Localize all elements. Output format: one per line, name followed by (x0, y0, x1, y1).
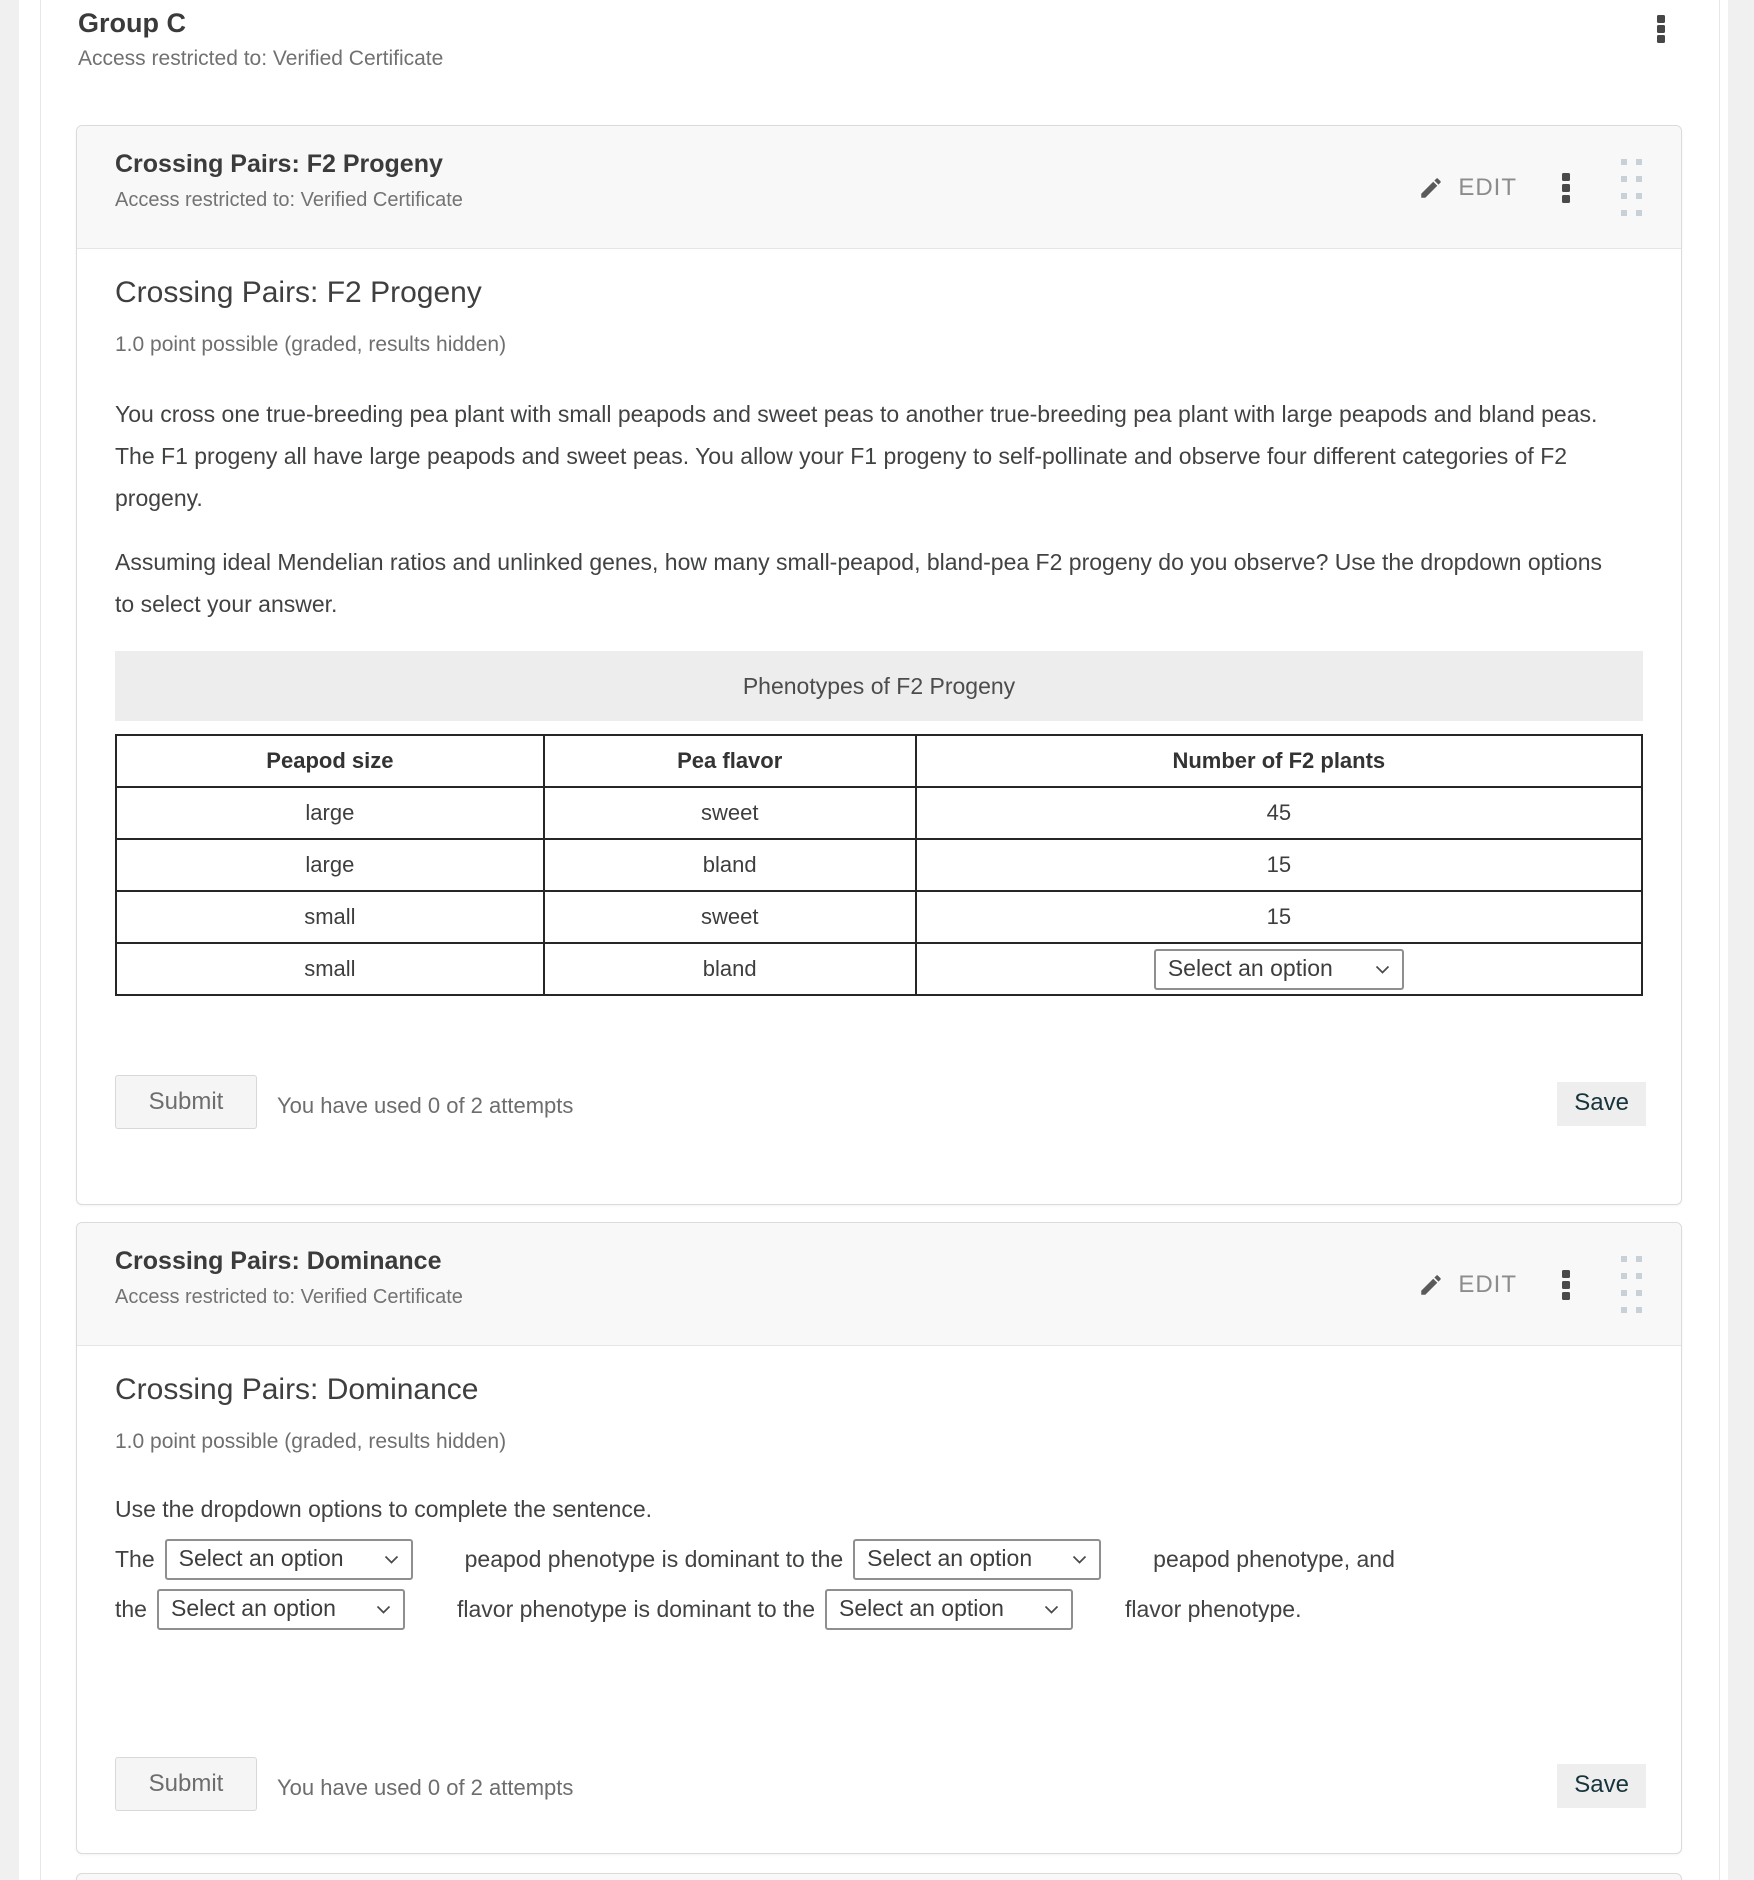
sentence-text: peapod phenotype, and (1153, 1545, 1395, 1572)
cell-pea-flavor: bland (544, 943, 916, 995)
problem-title: Crossing Pairs: Dominance (115, 1373, 479, 1406)
problem-instruction: Use the dropdown options to complete the sentence. (115, 1496, 653, 1522)
pencil-icon (1418, 1272, 1444, 1298)
dropdown-value: Select an option (1167, 954, 1333, 981)
sentence-line (115, 1535, 1643, 1583)
problem-actions (115, 1757, 1646, 1813)
chevron-down-icon (1044, 1605, 1059, 1615)
attempts-counter: You have used 0 of 2 attempts (277, 1093, 574, 1118)
kebab-menu-icon (1656, 14, 1666, 44)
drag-handle[interactable] (1619, 1254, 1645, 1316)
sentence-text: flavor phenotype is dominant to the (456, 1595, 815, 1622)
xblock-title: Crossing Pairs: F2 Progeny (115, 150, 443, 178)
xblock-title: Crossing Pairs: Dominance (115, 1247, 442, 1275)
group-heading: Group C (78, 8, 186, 38)
chevron-down-icon (376, 1605, 391, 1615)
sentence-text: the (115, 1595, 147, 1622)
dropdown-value: Select an option (170, 1594, 336, 1621)
problem-paragraph: You cross one true-breeding pea plant with small peapods and sweet peas to another true-breeding pea plant with large peapods and bland peas. The F1 progeny all have large peapods and sweet peas. You allow your F1 progeny to self-pollinate and observe four different categories of F2 progeny. (115, 401, 1598, 511)
table-header-row (116, 735, 1642, 787)
sentence-text: The (115, 1545, 155, 1572)
xblock-header (77, 1223, 1681, 1346)
kebab-menu-icon (1561, 1269, 1571, 1301)
xblock-card-f2-progeny (76, 125, 1682, 1205)
xblock-actions (1418, 126, 1645, 249)
table-row (116, 891, 1642, 943)
xblock-card-next-partial (76, 1873, 1682, 1880)
xblock-access-note: Access restricted to: Verified Certificate (115, 1286, 463, 1308)
cell-peapod-size: large (116, 839, 544, 891)
cell-count: 45 (916, 787, 1642, 839)
recessive-peapod-dropdown[interactable] (853, 1539, 1101, 1580)
drag-handle-icon (1619, 157, 1645, 219)
table-caption: Phenotypes of F2 Progeny (115, 651, 1643, 721)
sentence-text: peapod phenotype is dominant to the (464, 1545, 844, 1572)
attempts-counter: You have used 0 of 2 attempts (277, 1775, 574, 1800)
edit-label: EDIT (1458, 1270, 1517, 1298)
dropdown-value: Select an option (839, 1594, 1004, 1621)
chevron-down-icon (1375, 965, 1390, 975)
column-header-pea-flavor: Pea flavor (544, 735, 916, 787)
phenotype-table (115, 734, 1643, 996)
problem-actions (115, 1075, 1646, 1131)
cell-pea-flavor: sweet (544, 891, 916, 943)
submit-button[interactable]: Submit (115, 1757, 257, 1811)
edit-button[interactable] (1418, 174, 1517, 202)
xblock-header (77, 126, 1681, 249)
cell-answer (916, 943, 1642, 995)
xblock-actions (1418, 1223, 1645, 1346)
group-access-note: Access restricted to: Verified Certificate (78, 47, 444, 70)
cell-peapod-size: small (116, 943, 544, 995)
problem-body (77, 249, 1681, 996)
xblock-card-dominance (76, 1222, 1682, 1854)
page-gutter-right (1728, 0, 1754, 1880)
problem-question: Assuming ideal Mendelian ratios and unlinked genes, how many small-peapod, bland-pea F2 progeny do you observe? Use the dropdown options to select your answer. (115, 549, 1602, 617)
cell-peapod-size: large (116, 787, 544, 839)
drag-handle[interactable] (1619, 157, 1645, 219)
xblock-menu-button[interactable] (1561, 1269, 1571, 1301)
xblock-access-note: Access restricted to: Verified Certificate (115, 189, 463, 211)
sentence-text: flavor phenotype. (1125, 1595, 1302, 1622)
edit-button[interactable] (1418, 1271, 1517, 1299)
content-border-right (1719, 0, 1720, 1880)
column-header-peapod-size: Peapod size (116, 735, 544, 787)
save-button[interactable]: Save (1557, 1082, 1646, 1126)
save-button[interactable]: Save (1557, 1764, 1646, 1808)
group-menu-button[interactable] (1654, 12, 1668, 51)
dominant-flavor-dropdown[interactable] (157, 1589, 405, 1630)
pencil-icon (1418, 175, 1444, 201)
answer-dropdown[interactable] (1154, 949, 1404, 990)
edit-label: EDIT (1458, 173, 1517, 201)
cell-pea-flavor: sweet (544, 787, 916, 839)
sentence-line (115, 1585, 1643, 1633)
points-possible: 1.0 point possible (graded, results hidden) (115, 1430, 507, 1453)
column-header-number-f2: Number of F2 plants (916, 735, 1642, 787)
chevron-down-icon (384, 1555, 399, 1565)
recessive-flavor-dropdown[interactable] (825, 1589, 1073, 1630)
problem-title: Crossing Pairs: F2 Progeny (115, 276, 482, 309)
cell-pea-flavor: bland (544, 839, 916, 891)
table-row (116, 839, 1642, 891)
points-possible: 1.0 point possible (graded, results hidden) (115, 333, 507, 356)
cell-count: 15 (916, 891, 1642, 943)
page-gutter-left (0, 0, 19, 1880)
drag-handle-icon (1619, 1254, 1645, 1316)
dropdown-value: Select an option (178, 1544, 344, 1571)
content-border-left (40, 0, 41, 1880)
kebab-menu-icon (1561, 172, 1571, 204)
table-row (116, 943, 1642, 995)
problem-body (77, 1346, 1681, 1633)
table-row (116, 787, 1642, 839)
submit-button[interactable]: Submit (115, 1075, 257, 1129)
dominant-peapod-dropdown[interactable] (165, 1539, 413, 1580)
cell-count: 15 (916, 839, 1642, 891)
cell-peapod-size: small (116, 891, 544, 943)
chevron-down-icon (1072, 1555, 1087, 1565)
xblock-menu-button[interactable] (1561, 172, 1571, 204)
dropdown-value: Select an option (867, 1544, 1033, 1571)
